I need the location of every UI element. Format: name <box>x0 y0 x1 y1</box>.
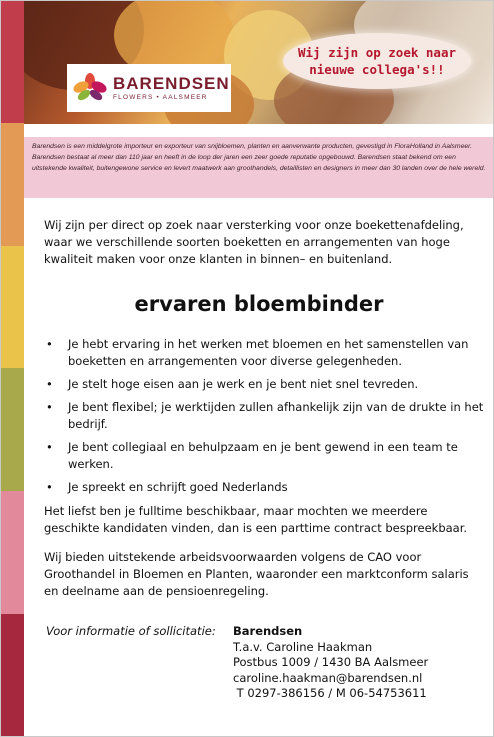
stripe-segment <box>0 0 24 123</box>
logo-name: BARENDSEN <box>113 73 230 93</box>
header-flower-image <box>24 0 494 124</box>
lead-paragraph: Wij zijn per direct op zoek naar versterking voor onze boekettenafdeling, waar we verschillende soorten boeketten en arrangementen van hoge kwaliteit maken voor onze klanten in binnen– en buitenland. <box>44 218 464 266</box>
list-item: • Je hebt ervaring in het werken met bloemen en het samenstellen van boeketten en arrangementen voor diverse gelegenheden. <box>44 336 484 370</box>
company-logo <box>67 64 231 112</box>
contact-block <box>233 624 428 702</box>
color-stripe <box>0 0 24 737</box>
hiring-banner <box>283 33 471 89</box>
offer-paragraph: Wij bieden uitstekende arbeidsvoorwaarden volgens de CAO voor Groothandel in Bloemen en Planten, waaronder een marktconform salaris en deelname aan de pensioenregeling. <box>44 550 469 598</box>
list-item: • Je bent collegiaal en behulpzaam en je bent gewend in een team te werken. <box>44 439 484 473</box>
contact-label: Voor informatie of sollicitatie: <box>46 624 216 638</box>
contact-person: T.a.v. Caroline Haakman <box>233 639 373 654</box>
contact-phone: T 0297-386156 / M 06-54753611 <box>233 686 427 700</box>
requirements-list <box>44 336 484 496</box>
stripe-segment <box>0 614 24 737</box>
contact-address: Postbus 1009 / 1430 BA Aalsmeer <box>233 655 429 669</box>
list-item: • Je spreekt en schrijft goed Nederlands <box>44 479 484 496</box>
flower-logo-icon <box>73 73 107 103</box>
stripe-segment <box>0 246 24 369</box>
requirements-list-container <box>44 336 484 502</box>
job-title: ervaren bloembinder <box>134 292 384 316</box>
stripe-segment <box>0 491 24 614</box>
contact-company: Barendsen <box>233 624 303 638</box>
banner-line-1: Wij zijn op zoek naar <box>297 45 457 60</box>
list-item: • Je stelt hoge eisen aan je werk en je bent niet snel tevreden. <box>44 376 484 393</box>
availability-paragraph: Het liefst ben je fulltime beschikbaar, maar mochten we meerdere geschikte kandidaten vinden, dan is een parttime contract bespreekbaar. <box>44 504 468 535</box>
company-intro: Barendsen is een middelgrote importeur en exporteur van snijbloemen, planten en aanverwante producten, gevestigd in FloraHolland in Aalsmeer. Barendsen bestaat al meer dan 110 jaar en heeft in de loop der jaren een zeer goede reputatie opgebouwd. Barendsen staat bekend om een uitstekende kwaliteit, buitengewone service en levert maatwerk aan groothandels, detaillisten en designers in meer dan 30 landen over de hele wereld. <box>24 137 494 198</box>
contact-email[interactable]: caroline.haakman@barendsen.nl <box>233 670 423 685</box>
banner-line-2: nieuwe collega's!! <box>309 62 445 77</box>
logo-subtitle: FLOWERS • AALSMEER <box>113 93 208 101</box>
stripe-segment <box>0 123 24 246</box>
list-item: • Je bent flexibel; je werktijden zullen afhankelijk zijn van de drukte in het bedrijf. <box>44 399 484 433</box>
stripe-segment <box>0 368 24 491</box>
